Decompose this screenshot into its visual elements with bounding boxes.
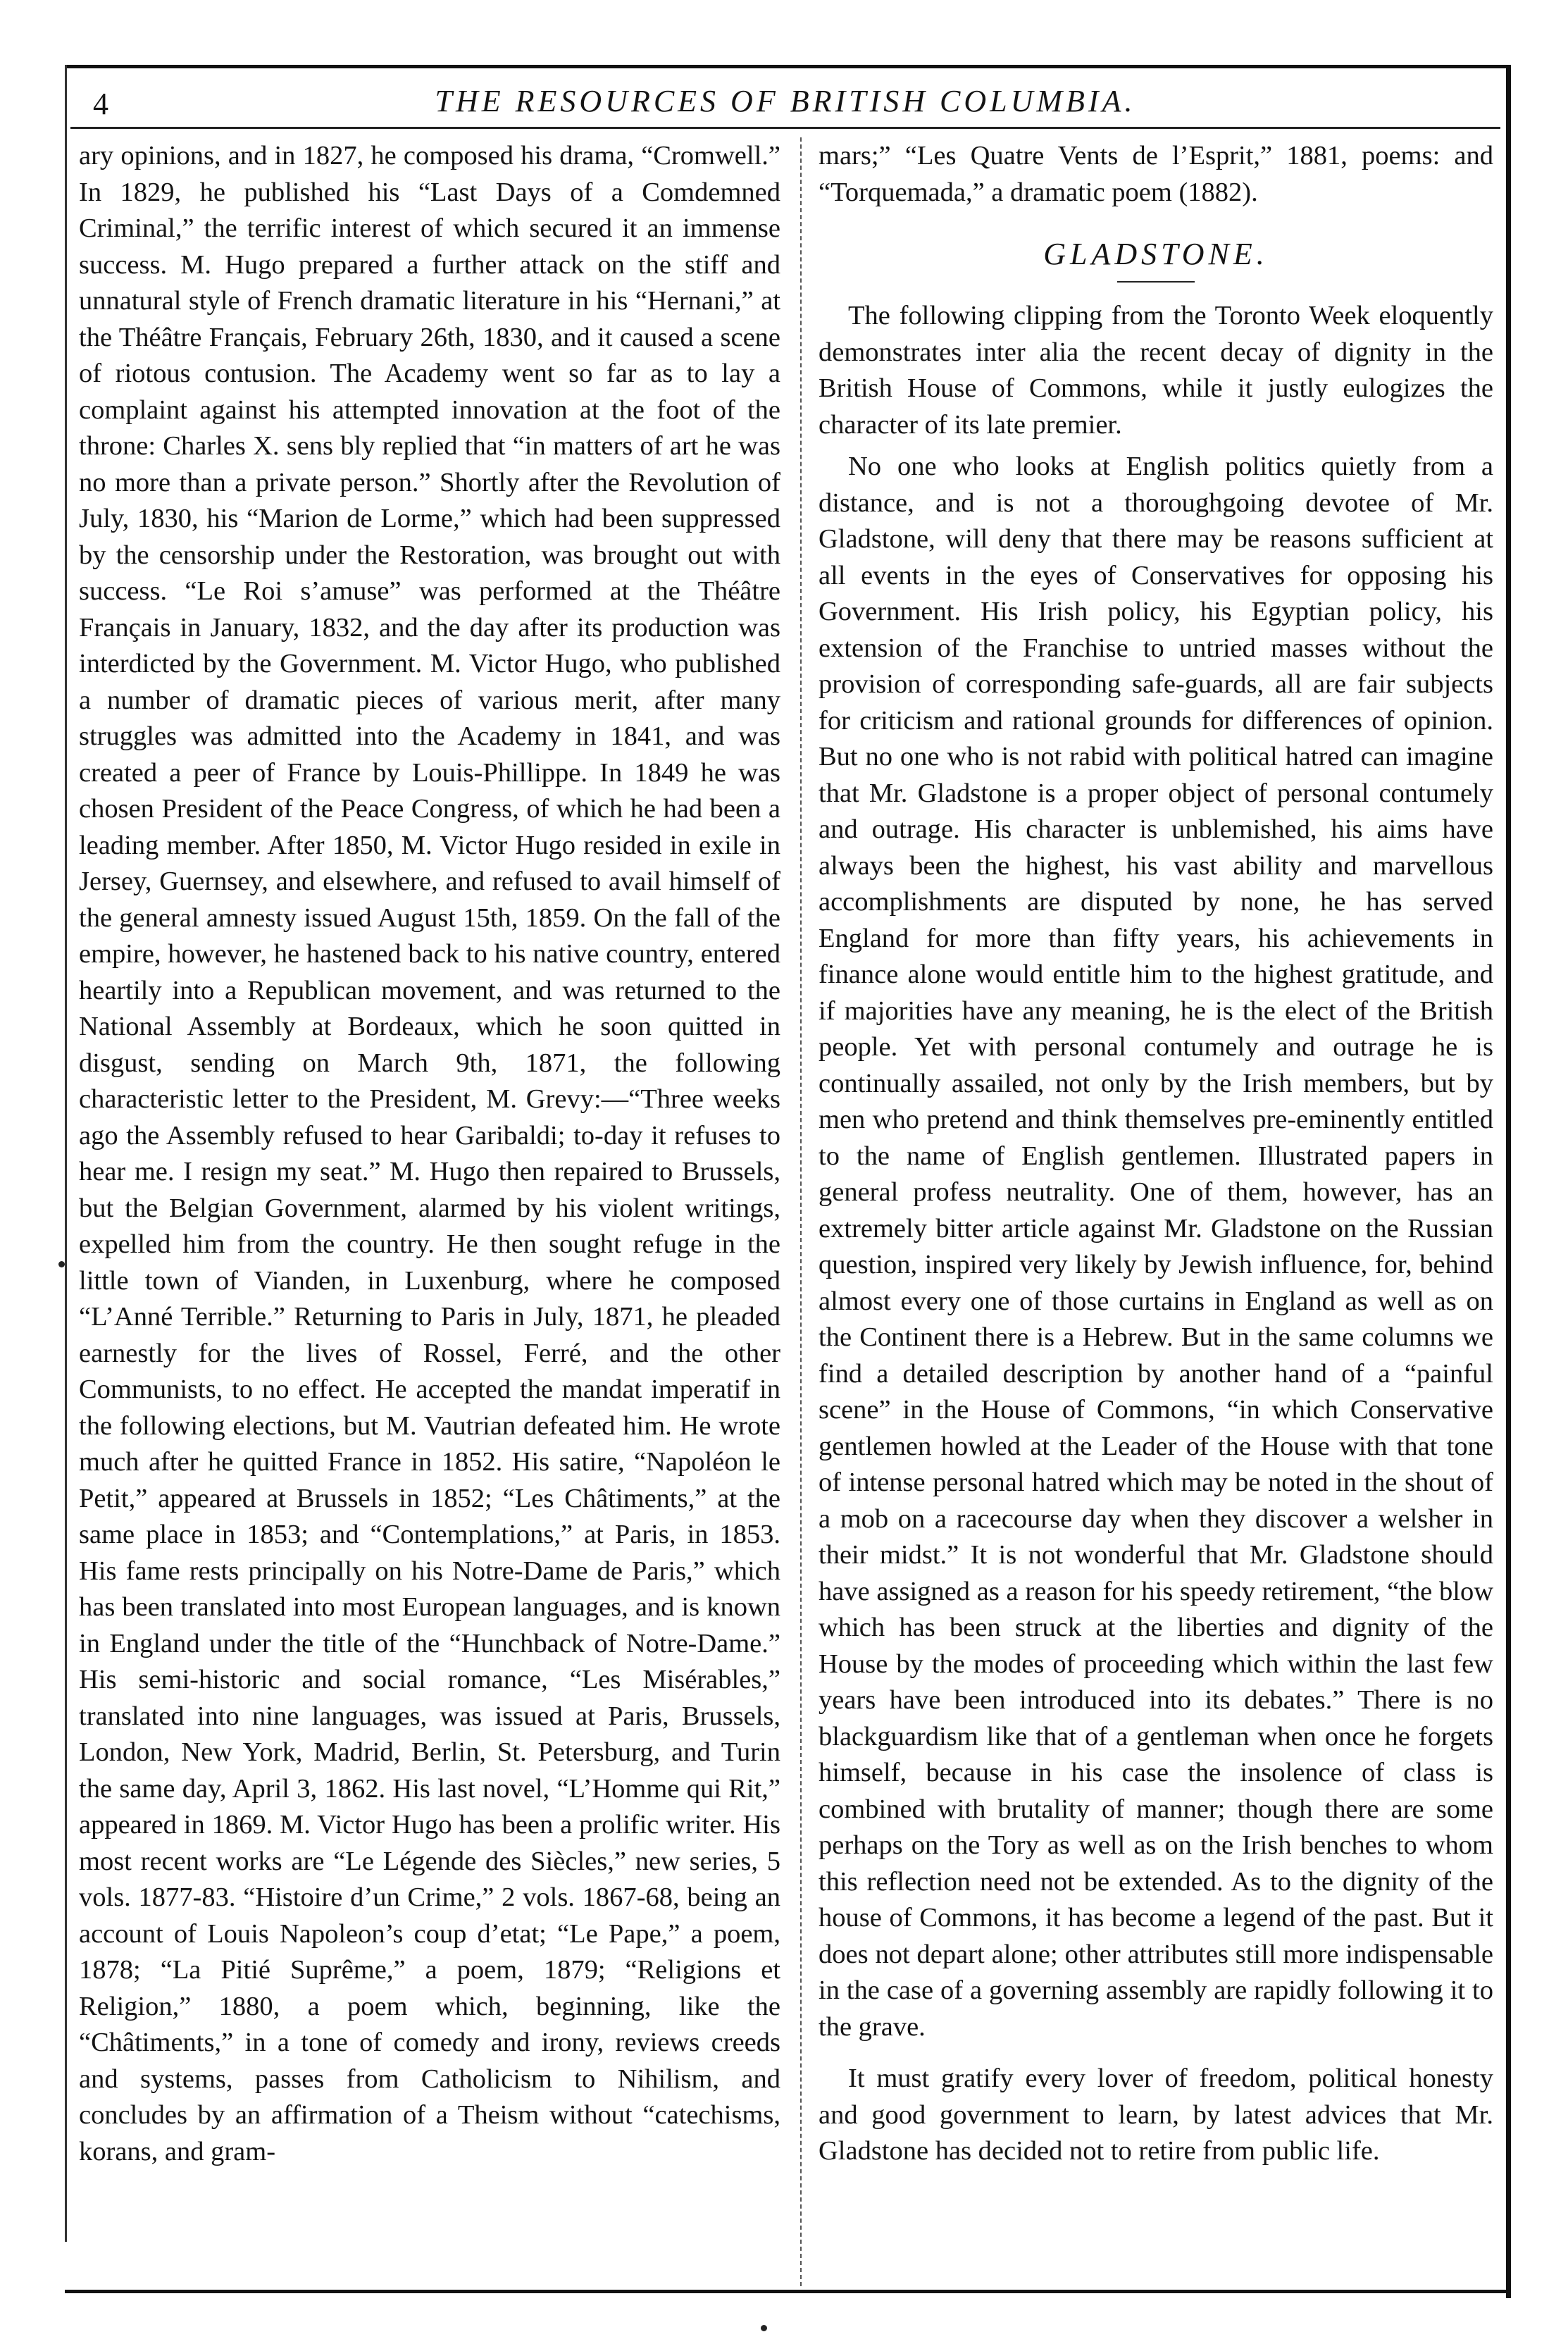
hugo-biography-text: ary opinions, and in 1827, he composed his drama, “Cromwell.” In 1829, he published his “Last Days of a Comdemned Criminal,” the terrific interest of which secured it an immense success. M. Hugo prepared a further attack on the stiff and unnatural style of French dramatic literature in his “Hernani,” at the Théâtre Français, February 26th, 1830, and it caused a scene of riotous contusion. The Academy went so far as to lay a complaint against his attempted innovation at the foot of the throne: Charles X. sens bly replied that “in matters of art he was no more than a private person.” Shortly after the Revolution of July, 1830, his “Marion de Lorme,” which had been suppressed by the censorship under the Restoration, was brought out with success. “Le Roi s’amuse” was performed at the Théâtre Français in January, 1832, and the day after its production was interdicted by the Government. M. Victor Hugo, who published a number of dramatic pieces of various merit, after many struggles was admitted into the Academy in 1841, and was created a peer of France by Louis-Phillippe. In 1849 he was chosen President of the Peace Congress, of which he had been a leading member. After 1850, M. Victor Hugo resided in exile in Jersey, Guernsey, and elsewhere, and refused to avail himself of the general amnesty issued August 15th, 1859. On the fall of the empire, however, he hastened back to his native country, entered heartily into a Republican movement, and was returned to the National Assembly at Bordeaux, which he soon quitted in disgust, sending on March 9th, 1871, the following characteristic letter to the President, M. Grevy:—“Three weeks ago the Assembly refused to hear Garibaldi; to-day it refuses to hear me. I resign my seat.” M. Hugo then repaired to Brussels, but the Belgian Government, alarmed by his violent writings, expelled him from the country. He then sought refuge in the little town of Vianden, in Luxenburg, where he composed “L’Anné Terrible.” Returning to Paris in July, 1871, he pleaded earnestly for the lives of Rossel, Ferré, and the other Communists, to no effect. He accepted the mandat imperatif in the following elections, but M. Vautrian defeated him. He wrote much after he quitted France in 1852. His satire, “Napoléon le Petit,” appeared at Brussels in 1852; “Les Châtiments,” at the same place in 1853; and “Contemplations,” at Paris, in 1853. His fame rests principally on his Notre-Dame de Paris,” which has been translated into most European languages, and is known in England under the title of the “Hunchback of Notre-Dame.” His semi-historic and social romance, “Les Misérables,” translated into nine languages, was issued at Paris, Brussels, London, New York, Madrid, Berlin, St. Petersburg, and Turin the same day, April 3, 1862. His last novel, “L’Homme qui Rit,” appeared in 1869. M. Victor Hugo has been a prolific writer. His most recent works are “Le Légende des Siècles,” new series, 5 vols. 1877-83. “Histoire d’un Crime,” 2 vols. 1867-68, being an account of Louis Napoleon’s coup d’etat; “Le Pape,” a poem, 1878; “La Pitié Suprême,” a poem, 1879; “Religions et Religion,” 1880, a poem which, beginning, like the “Châtiments,” in a tone of comedy and irony, reviews creeds and systems, passes from Catholicism to Nihilism, and concludes by an affirmation of a Theism without “catechisms, korans, and gram- xyxy=(79,141,780,2166)
page-border-bottom xyxy=(65,2290,1509,2293)
section-heading-gladstone: GLADSTONE. xyxy=(1043,237,1269,271)
right-column xyxy=(819,138,1493,2170)
paragraph-gap xyxy=(819,2045,1493,2061)
column-divider xyxy=(800,137,802,2286)
heading-rule xyxy=(1117,281,1195,283)
left-column xyxy=(79,138,780,2170)
page-border-left xyxy=(65,65,67,2242)
running-title: THE RESOURCES OF BRITISH COLUMBIA. xyxy=(435,84,1136,118)
header-rule xyxy=(70,127,1500,129)
page-number: 4 xyxy=(93,87,108,121)
article-paragraph-body: No one who looks at English politics quietly from a distance, and is not a thoroughgoing devotee of Mr. Gladstone, will deny that there may be reasons sufficient at all events in the eyes of Conservatives for opposing his Government. His Irish policy, his Egyptian policy, his extension of the Franchise to untried masses without the provision of corresponding safe-guards, all are fair subjects for criticism and rational grounds for differences of opinion. But no one who is not rabid with political hatred can imagine that Mr. Gladstone is a proper object of personal contumely and outrage. His character is unblemished, his aims have always been the highest, his vast ability and marvellous accomplishments are disputed by none, he has served England for more than fifty years, his achievements in finance alone would entitle him to the highest gratitude, and if majorities have any meaning, he is the elect of the British people. Yet with personal contumely and outrage he is continually assailed, not only by the Irish members, but by men who pretend and think themselves pre-eminently entitled to the name of English gentlemen. Illustrated papers in general profess neutrality. One of them, however, has an extremely bitter article against Mr. Gladstone on the Russian question, inspired very likely by Jewish influence, for, behind almost every one of those curtains in England as well as on the Continent there is a Hebrew. But in the same columns we find a detailed description by another hand of a “painful scene” in the House of Commons, “in which Conservative gentlemen howled at the Leader of the House with that tone of intense personal hatred which may be noted in the shout of a mob on a racecourse day when they discover a welsher in their midst.” It is not wonderful that Mr. Gladstone should have assigned as a reason for his speedy retirement, “the blow which has been struck at the liberties and dignity of the House by the modes of proceeding which within the last few years have been introduced into its debates.” There is no blackguardism like that of a gentleman when once he forgets himself, because in his case the insolence of class is combined with brutality of manner; though there are some perhaps on the Tory as well as on the Irish benches to whom this reflection need not be extended. As to the dignity of the house of Commons, it has become a legend of the past. But it does not depart alone; other attributes still more indispensable in the case of a governing assembly are rapidly following it to the grave. xyxy=(819,452,1493,2042)
margin-dot xyxy=(761,2325,767,2331)
page-border-right xyxy=(1506,65,1511,2298)
article-paragraph-closing: It must gratify every lover of freedom, political honesty and good government to learn, by latest advices that Mr. Gladstone has decided not to retire from public life. xyxy=(819,2064,1493,2166)
hugo-biography-continuation: mars;” “Les Quatre Vents de l’Esprit,” 1881, poems: and “Torquemada,” a dramatic poem (1882). xyxy=(819,141,1493,207)
page-border-top xyxy=(65,65,1509,68)
article-paragraph-intro: The following clipping from the Toronto Week eloquently demonstrates inter alia the recent decay of dignity in the British House of Commons, while it justly eulogizes the character of its late premier. xyxy=(819,301,1493,440)
page-header xyxy=(77,83,1493,125)
margin-dot xyxy=(58,1261,65,1267)
